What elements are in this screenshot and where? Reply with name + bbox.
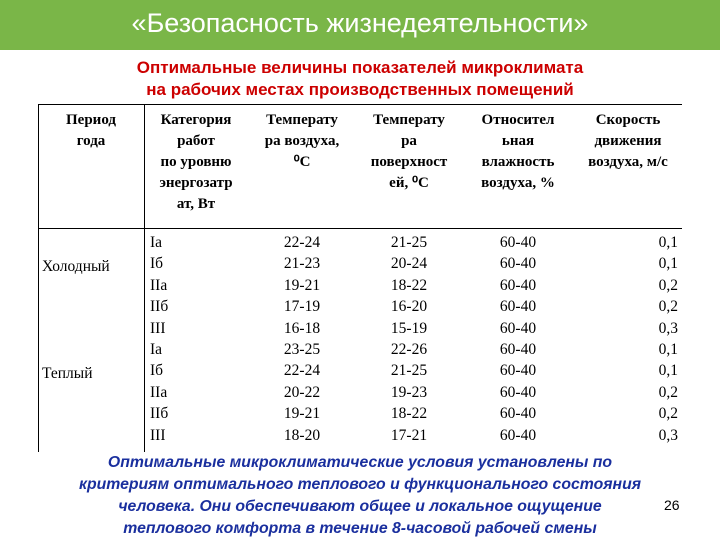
- humidity-column: [464, 232, 572, 446]
- footnote: [0, 452, 720, 540]
- header-air-speed: Скорость движения воздуха, м/с: [588, 112, 668, 170]
- table-cell: 60-40: [499, 383, 537, 401]
- header-air-temp: Температу ра воздуха, ⁰С: [264, 112, 340, 170]
- table-cell: IIб: [150, 405, 169, 423]
- table-cell: 0,3: [658, 319, 678, 337]
- table-cell: 21-25: [390, 234, 428, 251]
- header-surface-temp: Температу ра поверхност ей, ⁰С: [370, 112, 448, 191]
- table-cell: Iа: [150, 340, 163, 358]
- table-cell: 22-26: [390, 340, 428, 358]
- table-cell: 17-19: [283, 298, 321, 316]
- table-cell: 60-40: [499, 340, 537, 358]
- table-cell: 20-24: [390, 255, 428, 273]
- table-cell: Iб: [150, 362, 164, 380]
- table-cell: 60-40: [499, 298, 537, 316]
- header-humidity: Относител ьная влажность воздуха, %: [481, 112, 555, 191]
- caption-line-2: на рабочих местах производственных помещений: [146, 80, 574, 99]
- table-cell: 0,1: [658, 362, 678, 380]
- table-cell: 60-40: [499, 362, 537, 380]
- table-cell: 16-18: [283, 319, 321, 337]
- table-cell: 21-25: [390, 362, 428, 380]
- table-cell: Iа: [150, 234, 163, 251]
- table-cell: IIа: [150, 276, 168, 294]
- table-cell: 60-40: [499, 255, 537, 273]
- table-cell: IIа: [150, 383, 168, 401]
- table-cell: IIб: [150, 298, 169, 316]
- period-cold: Холодный: [42, 258, 110, 275]
- table-cell: 0,2: [658, 298, 678, 316]
- table-border-left: [38, 104, 39, 452]
- table-cell: III: [150, 319, 166, 337]
- table-cell: 23-25: [283, 340, 321, 358]
- category-column: [150, 232, 210, 446]
- table-cell: 0,2: [658, 276, 678, 294]
- footnote-line-1: Оптимальные микроклиматические условия установлены по: [107, 454, 613, 471]
- table-cell: 22-24: [283, 362, 321, 380]
- table-cell: 18-22: [390, 405, 428, 423]
- table-cell: 19-21: [283, 276, 321, 294]
- table-cell: 20-22: [283, 383, 321, 401]
- table-cell: 60-40: [499, 405, 537, 423]
- table-cell: 0,1: [658, 340, 678, 358]
- table-cell: 18-20: [283, 426, 321, 444]
- title-bar: [0, 0, 720, 50]
- table-cell: 0,2: [658, 405, 678, 423]
- table-divider: [144, 104, 145, 452]
- header-category: Категория работ по уровню энергозатр ат, Вт: [159, 112, 233, 212]
- footnote-line-3: человека. Они обеспечивают общее и локальное ощущение: [118, 498, 602, 515]
- period-warm: Теплый: [42, 365, 93, 382]
- table-cell: 60-40: [499, 234, 537, 251]
- table-cell: 17-21: [390, 426, 428, 444]
- footnote-line-4: теплового комфорта в течение 8-часовой рабочей смены: [123, 520, 597, 537]
- table-cell: 15-19: [390, 319, 428, 337]
- surface-temp-column: [356, 232, 462, 446]
- table-cell: 0,3: [658, 426, 678, 444]
- table-cell: 0,1: [658, 255, 678, 273]
- table-cell: 0,2: [658, 383, 678, 401]
- microclimate-table: [38, 104, 682, 452]
- table-border-top: [38, 104, 682, 105]
- table-cell: 60-40: [499, 426, 537, 444]
- table-cell: 16-20: [390, 298, 428, 316]
- table-cell: 18-22: [390, 276, 428, 294]
- header-period: Период года: [66, 112, 116, 149]
- air-speed-column: [578, 232, 678, 446]
- table-cell: III: [150, 426, 166, 444]
- table-cell: 19-23: [390, 383, 428, 401]
- table-cell: 21-23: [283, 255, 321, 273]
- header-divider: [38, 228, 682, 229]
- table-cell: 22-24: [283, 234, 321, 251]
- footnote-line-2: критериям оптимального теплового и функционального состояния: [78, 476, 642, 493]
- slide-title: «Безопасность жизнедеятельности»: [131, 8, 589, 38]
- table-cell: 60-40: [499, 319, 537, 337]
- table-cell: 0,1: [658, 234, 678, 251]
- table-cell: 60-40: [499, 276, 537, 294]
- page-number: 26: [664, 497, 680, 513]
- caption-line-1: Оптимальные величины показателей микроклимата: [136, 58, 584, 77]
- air-temp-column: [250, 232, 354, 446]
- table-cell: Iб: [150, 255, 164, 273]
- table-cell: 19-21: [283, 405, 321, 423]
